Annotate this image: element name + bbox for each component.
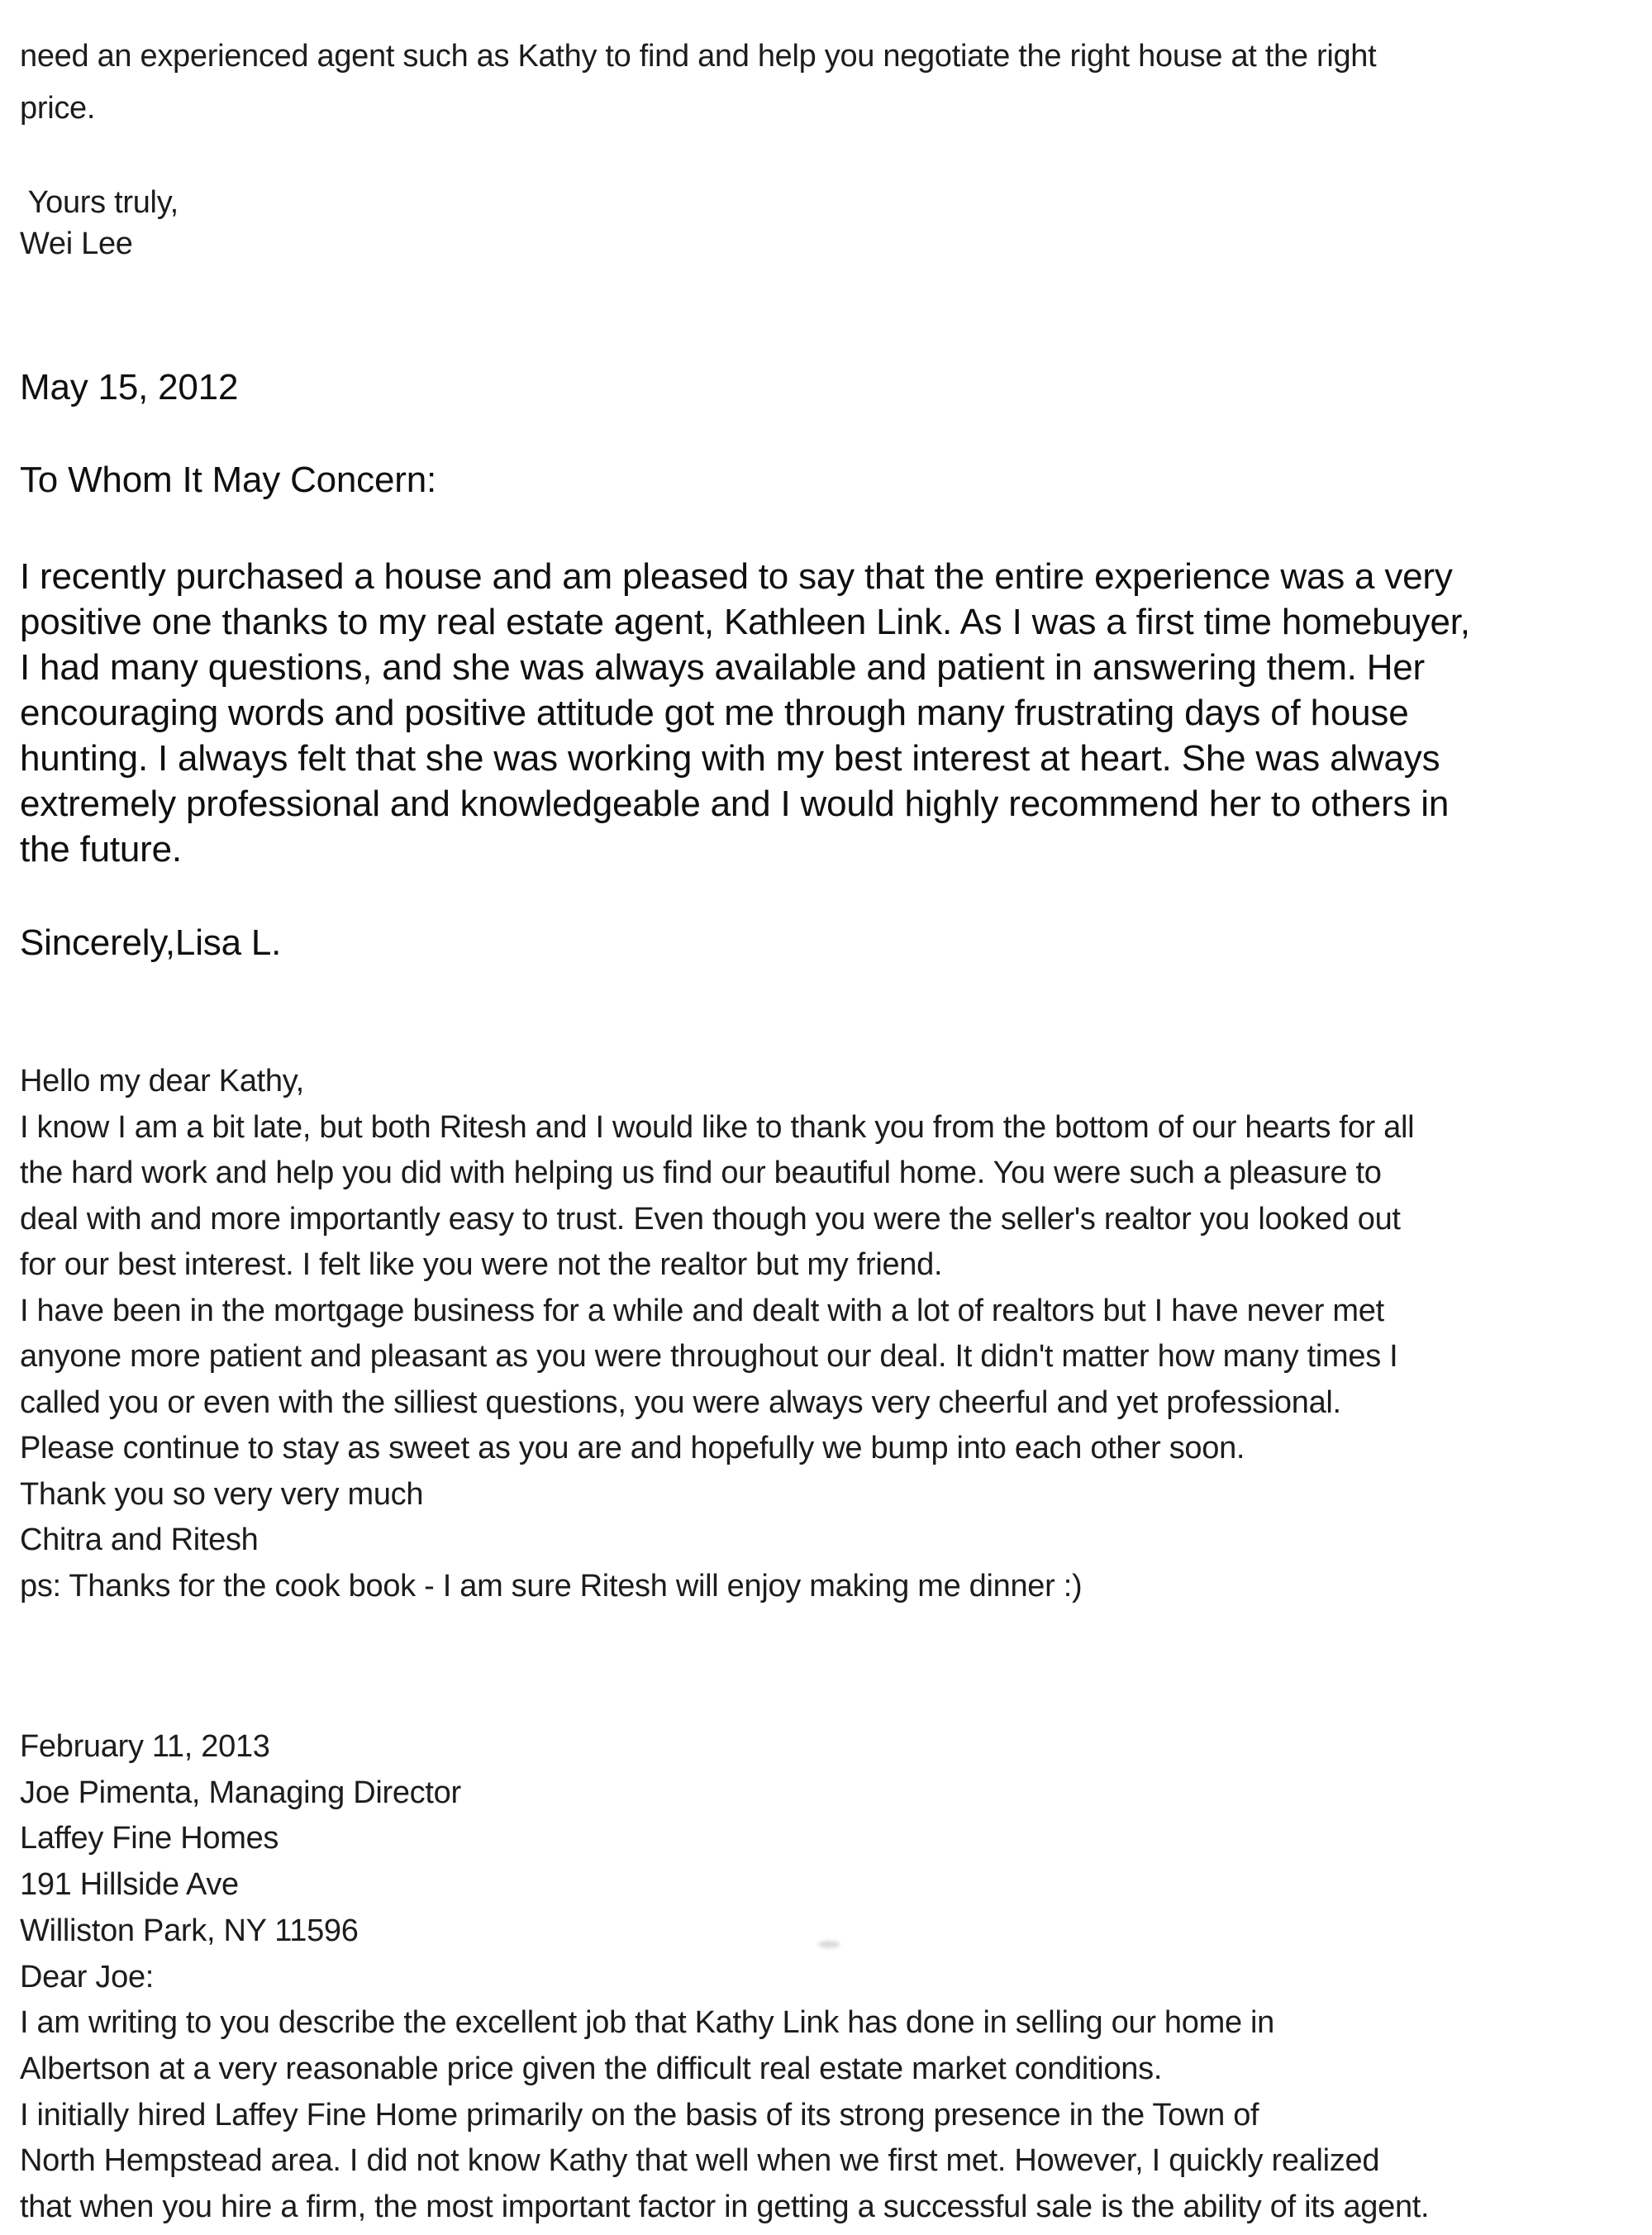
letter-lisa-body (20, 554, 1644, 872)
text-line: need an experienced agent such as Kathy to find and help you negotiate the right house at the right (20, 39, 1377, 74)
text-line: I know I am a bit late, but both Ritesh and I would like to thank you from the bottom of our hearts for all (20, 1109, 1415, 1145)
letter-lisa-salutation: To Whom It May Concern: (20, 460, 436, 500)
text-line: Thank you so very very much (20, 1476, 424, 1512)
text-line: ps: Thanks for the cook book - I am sure Ritesh will enjoy making me dinner :) (20, 1568, 1083, 1604)
text-line: hunting. I always felt that she was working with my best interest at heart. She was always (20, 738, 1440, 779)
text-line: anyone more patient and pleasant as you were throughout our deal. It didn't matter how many times I (20, 1339, 1398, 1374)
letter-lisa-signature: Sincerely,Lisa L. (20, 922, 282, 963)
text-line: I have been in the mortgage business for a while and dealt with a lot of realtors but I have never met (20, 1293, 1384, 1328)
text-line: that when you hire a firm, the most important factor in getting a successful sale is the ability of its agent. (20, 2190, 1430, 2225)
text-line: Wei Lee (20, 226, 133, 261)
text-line: February 11, 2013 (20, 1729, 270, 1764)
text-line: for our best interest. I felt like you were not the realtor but my friend. (20, 1247, 943, 1282)
scan-artifact (818, 1941, 840, 1948)
text-line: Albertson at a very reasonable price given the difficult real estate market conditions. (20, 2051, 1163, 2086)
text-line: Chitra and Ritesh (20, 1523, 259, 1557)
letter-joe-pimenta (20, 1724, 1644, 2231)
letter-wei-lee-closing (20, 182, 1644, 264)
text-line: Hello my dear Kathy, (20, 1064, 304, 1098)
text-line: extremely professional and knowledgeable and I would highly recommend her to others in (20, 784, 1450, 824)
text-line: Yours truly, (20, 185, 179, 220)
text-line: I had many questions, and she was always available and patient in answering them. Her (20, 647, 1425, 688)
text-line: positive one thanks to my real estate agent, Kathleen Link. As I was a first time homebuyer, (20, 602, 1470, 642)
text-line: North Hempstead area. I did not know Kathy that well when we first met. However, I quickly realized (20, 2143, 1380, 2179)
letter-wei-lee-body (20, 31, 1644, 135)
text-line: encouraging words and positive attitude got me through many frustrating days of house (20, 693, 1409, 733)
text-line: Joe Pimenta, Managing Director (20, 1775, 461, 1810)
text-line: Dear Joe: (20, 1959, 155, 1994)
text-line: I am writing to you describe the excellent job that Kathy Link has done in selling our home in (20, 2005, 1275, 2041)
text-line: Please continue to stay as sweet as you are and hopefully we bump into each other soon. (20, 1431, 1245, 1465)
letter-chitra-ritesh (20, 1059, 1644, 1609)
letter-lisa-date: May 15, 2012 (20, 367, 239, 407)
text-line: the hard work and help you did with helping us find our beautiful home. You were such a pleasure to (20, 1156, 1382, 1190)
text-line: the future. (20, 829, 182, 870)
text-line: deal with and more importantly easy to trust. Even though you were the seller's realtor you looked out (20, 1201, 1401, 1237)
text-line: Laffey Fine Homes (20, 1821, 279, 1856)
text-line: price. (20, 91, 96, 126)
text-line: Williston Park, NY 11596 (20, 1913, 359, 1948)
text-line: I initially hired Laffey Fine Home primarily on the basis of its strong presence in the Town of (20, 2097, 1259, 2133)
text-line: called you or even with the silliest questions, you were always very cheerful and yet professional. (20, 1384, 1341, 1420)
text-line: 191 Hillside Ave (20, 1867, 239, 1903)
text-line: I recently purchased a house and am pleased to say that the entire experience was a very (20, 556, 1453, 597)
